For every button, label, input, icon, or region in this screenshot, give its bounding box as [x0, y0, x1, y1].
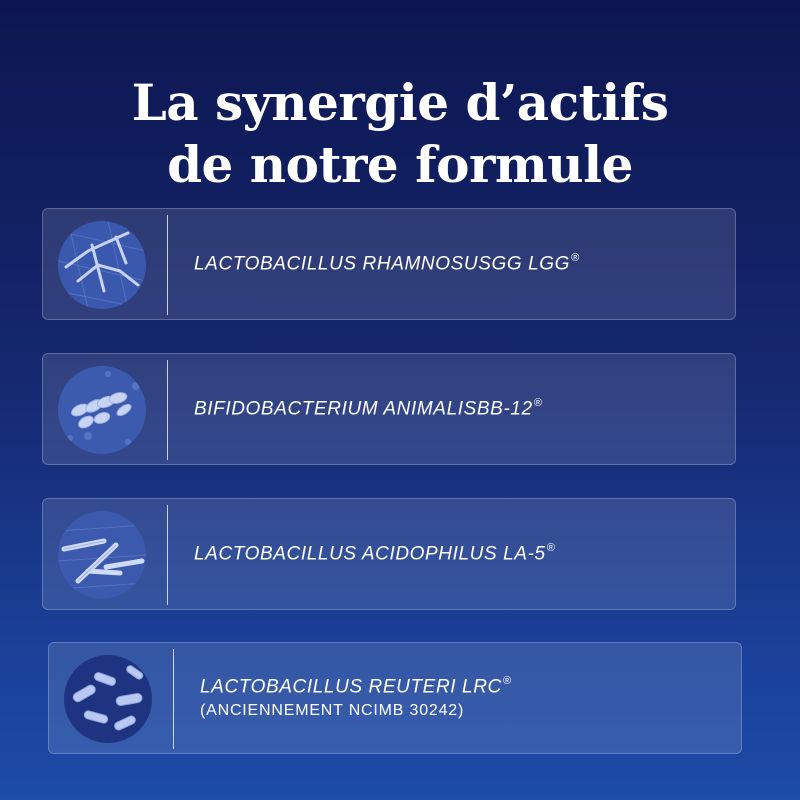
- strain-card-bb12: [42, 353, 736, 465]
- strain-card-lrc: [48, 642, 742, 754]
- strain-card-lgg: [42, 208, 736, 320]
- bacteria-micrograph-icon: [58, 366, 146, 454]
- title-line-1: La synergie d’actifs: [131, 72, 669, 132]
- card-divider: [167, 215, 168, 315]
- strain-name: BIFIDOBACTERIUM ANIMALISBB-12: [194, 398, 533, 420]
- bacteria-micrograph-icon: [64, 655, 152, 743]
- strain-former-name: (ANCIENNEMENT NCIMB 30242): [200, 701, 465, 719]
- registered-mark: ®: [502, 675, 512, 688]
- strain-name: LACTOBACILLUS REUTERI LRC: [200, 676, 502, 698]
- strain-name: LACTOBACILLUS ACIDOPHILUS LA-5: [194, 543, 546, 565]
- title-line-2: de notre formule: [167, 134, 633, 194]
- strain-name: LACTOBACILLUS RHAMNOSUSGG LGG: [194, 253, 571, 275]
- strain-label: [200, 643, 731, 753]
- strain-label: [194, 499, 725, 609]
- registered-mark: ®: [546, 541, 556, 554]
- registered-mark: ®: [571, 251, 580, 264]
- card-divider: [167, 505, 168, 605]
- page-title: [0, 72, 800, 196]
- strain-label: [194, 354, 725, 464]
- strain-card-la5: [42, 498, 736, 610]
- bacteria-micrograph-icon: [58, 511, 146, 599]
- bacteria-micrograph-icon: [58, 221, 146, 309]
- registered-mark: ®: [533, 396, 543, 409]
- card-divider: [173, 649, 174, 749]
- strain-label: [194, 209, 725, 319]
- card-divider: [167, 360, 168, 460]
